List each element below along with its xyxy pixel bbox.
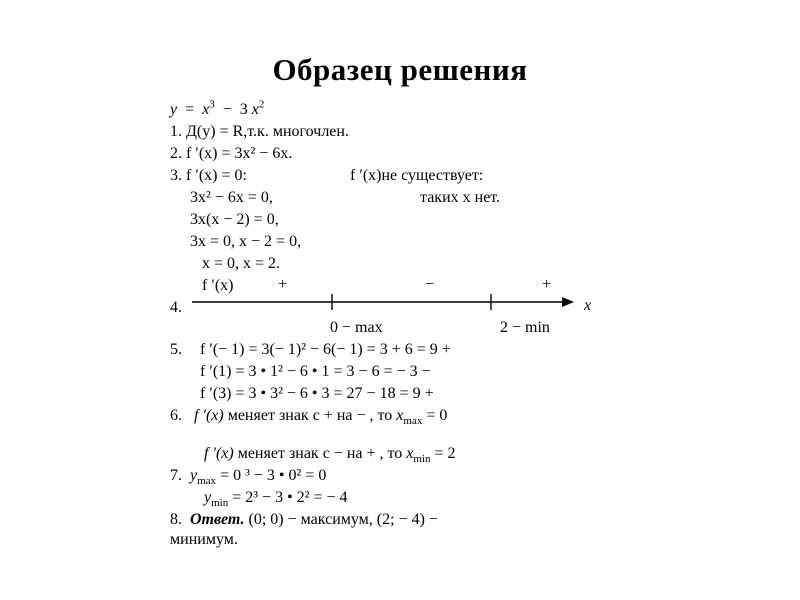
equals-sign: = [185, 101, 195, 118]
step-7-line-1 [170, 466, 326, 486]
x-max-value: = 0 [422, 407, 448, 424]
subscript-min: min [413, 453, 431, 466]
axis-var: x [584, 297, 592, 314]
step-3-right: f ′(x)не существует: [350, 167, 484, 184]
number-line [170, 288, 620, 328]
derivative-label: f ′(x) [202, 277, 234, 294]
step-7-number: 7. [170, 467, 182, 484]
step-6-number: 6. [170, 407, 182, 424]
step-5-line: f ′(3) = 3 • 3² − 6 • 3 = 27 − 18 = 9 + [200, 385, 434, 402]
step-7-line-2 [204, 488, 348, 508]
axis-arrow [562, 297, 574, 307]
step-5-line: f ′(− 1) = 3(− 1)² − 6(− 1) = 3 + 6 = 9 + [200, 341, 451, 358]
step-2 [170, 144, 292, 164]
answer-label: Ответ. [190, 511, 245, 528]
step-6-line-2 [204, 444, 456, 464]
step-6-line-1 [170, 406, 447, 426]
sign-change-text: меняет знак с + на − , то [223, 407, 397, 424]
minus-sign: − [222, 101, 232, 118]
function-x1: x [202, 101, 210, 118]
derivative: f ′(x) [204, 445, 234, 462]
step-2-text: f ′(x) = 3x² − 6x. [186, 145, 293, 162]
y-var: y [204, 489, 212, 506]
point-max: 0 − max [330, 319, 383, 336]
solution-block [170, 100, 620, 550]
step-1-text: Д(y) = R,т.к. многочлен. [186, 123, 349, 140]
step-3-line: x = 0, x = 2. [202, 255, 281, 272]
axis-label-x [584, 296, 591, 316]
answer-continuation: минимум. [170, 531, 238, 548]
step-5-number: 5. [170, 341, 182, 358]
sign-plus: + [542, 276, 552, 293]
function-y: y [170, 101, 178, 118]
step-8 [170, 510, 438, 530]
subscript-max: max [403, 415, 423, 428]
y-min-calc: = 2³ − 3 • 2² = − 4 [228, 489, 348, 506]
y-max-calc: = 0 ³ − 3 • 0² = 0 [216, 467, 327, 484]
step-1-number: 1. [170, 123, 182, 140]
step-3-right-line: таких x нет. [420, 189, 501, 206]
function-x2: x [251, 101, 259, 118]
step-3-line: 3x² − 6x = 0, [190, 189, 273, 206]
page-title: Образец решения [272, 52, 528, 87]
step-3-line: 3x = 0, x − 2 = 0, [190, 233, 302, 250]
sign-plus: + [278, 276, 288, 293]
derivative: f ′(x) [194, 407, 224, 424]
coefficient: 3 [239, 101, 248, 118]
answer-text: (0; 0) − максимум, (2; − 4) − [244, 511, 438, 528]
power-2: 2 [258, 98, 265, 111]
step-4-number: 4. [170, 299, 182, 316]
step-5-line: f ′(1) = 3 • 1² − 6 • 1 = 3 − 6 = − 3 − [200, 363, 431, 380]
x-var: x [396, 407, 404, 424]
step-3-number: 3. [170, 167, 182, 184]
step-3 [170, 166, 247, 186]
step-3-left: f ′(x) = 0: [186, 167, 247, 184]
x-min-value: = 2 [430, 445, 456, 462]
x-var: x [406, 445, 414, 462]
step-3-line: 3x(x − 2) = 0, [190, 211, 279, 228]
point-min: 2 − min [500, 319, 550, 336]
step-2-number: 2. [170, 145, 182, 162]
power-3: 3 [209, 98, 215, 111]
sign-change-text: меняет знак с − на + , то [233, 445, 407, 462]
function-line [170, 100, 264, 120]
step-8-number: 8. [170, 511, 182, 528]
subscript-min: min [211, 497, 229, 510]
sign-minus: − [425, 276, 435, 293]
step-1 [170, 122, 349, 142]
subscript-max: max [197, 475, 217, 488]
y-var: y [190, 467, 198, 484]
